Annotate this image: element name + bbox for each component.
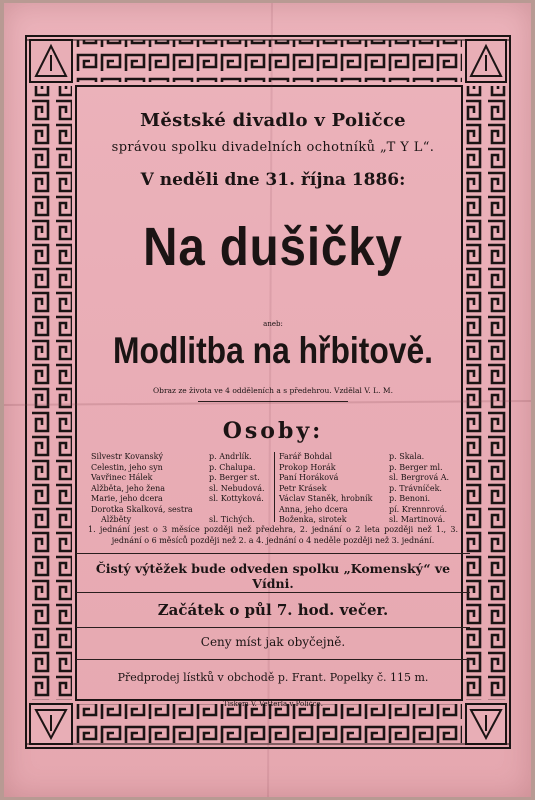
cast-list-left — [91, 452, 269, 526]
cast-row: Boženka, sirotek sl. Martinová. — [279, 515, 446, 524]
printer-imprint: Tiskem V. Vetterla v Poličce. — [223, 700, 323, 708]
play-subtitle: Obraz ze života ve 4 odděleních a s předehrou. Vzdělal V. L. M. — [153, 386, 393, 395]
second-title: Modlitba na hřbitově. — [113, 330, 433, 371]
ticket-prices: Ceny míst jak obyčejně. — [200, 635, 346, 649]
cast-row: Paní Horáková sl. Bergrová A. — [279, 473, 450, 482]
cast-row: Vavřinec Hálek p. Berger st. — [91, 473, 260, 482]
corner-ornament-icon — [466, 704, 506, 744]
net-proceeds: Čistý výtěžek bude odveden spolku „Komenský“ ve Vídni. — [95, 561, 451, 591]
cast-row: Silvestr Kovanský p. Andrlík. — [91, 452, 252, 461]
conjunction-label: aneb: — [263, 320, 283, 328]
cast-row: Prokop Horák p. Berger ml. — [279, 462, 443, 472]
divider — [198, 401, 348, 402]
divider — [76, 659, 470, 660]
performance-date: V neděli dne 31. října 1886: — [140, 170, 406, 190]
cast-row: Alžběta, jeho žena sl. Nebudová. — [91, 483, 265, 493]
persons-heading: Osoby: — [222, 418, 324, 444]
cast-list-right — [279, 452, 454, 526]
cast-row: Václav Staněk, hrobník p. Benoni. — [279, 494, 431, 503]
presale-info: Předprodej lístků v obchodě p. Frant. Popelky č. 115 m. — [117, 671, 429, 684]
corner-ornament-icon — [30, 40, 72, 82]
divider — [76, 592, 470, 593]
poster-content — [88, 98, 458, 708]
cast-row: Alžběty sl. Tichých. — [101, 515, 255, 524]
column-divider — [274, 452, 275, 522]
cast-row: Farář Bohdal p. Skala. — [279, 452, 425, 461]
cast-row: Celestin, jeho syn p. Chalupa. — [91, 462, 256, 472]
cast-row: Petr Krásek p. Trávníček. — [279, 483, 442, 493]
cast-row: Dorotka Skalková, sestra — [91, 504, 193, 514]
divider — [76, 553, 470, 554]
start-time: Začátek o půl 7. hod. večer. — [157, 601, 389, 619]
corner-ornament-icon — [30, 704, 72, 744]
poster-sheet — [4, 3, 531, 797]
theatre-name: Městské divadlo v Poličce — [140, 110, 406, 131]
cast-row: Anna, jeho dcera pí. Krennrová. — [279, 504, 448, 514]
main-title: Na dušičky — [143, 217, 403, 277]
administration-line: správou spolku divadelních ochotníků „T Y L“. — [111, 140, 435, 155]
divider — [76, 627, 470, 628]
cast-row: Marie, jeho dcera sl. Kottyková. — [91, 494, 264, 503]
act-notes: 1. jednání jest o 3 měsíce později než předehra, 2. jednání o 2 leta později než 1., 3. jednání o 6 měsíců později než 2. a 4. jednání o 4 neděle později než 3. jednání. — [88, 525, 458, 545]
corner-ornament-icon — [466, 40, 506, 82]
